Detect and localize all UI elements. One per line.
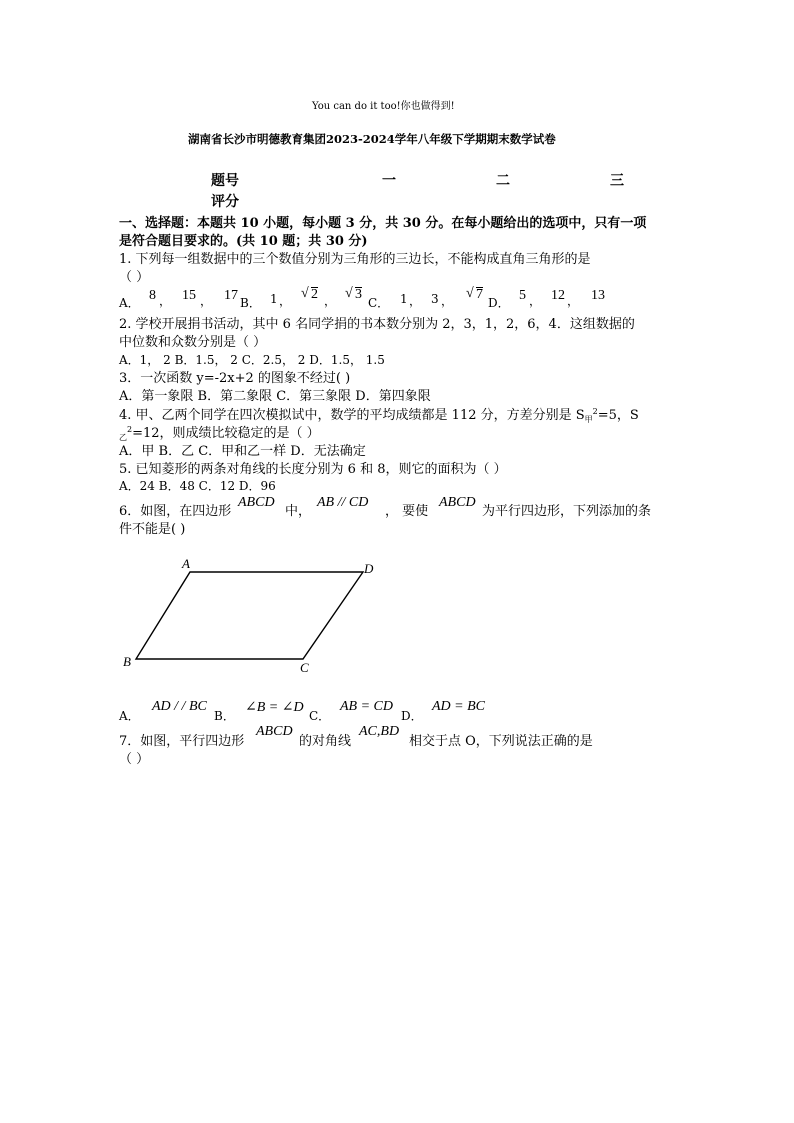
option-a-expr: AD / / BC	[152, 699, 207, 714]
question-3-stem: 3．一次函数 y=-2x+2 的图象不经过( )	[119, 371, 351, 386]
question-7-blank: （ ）	[119, 752, 150, 767]
question-3-options: A．第一象限 B．第二象限 C．第三象限 D．第四象限	[119, 389, 431, 404]
option-d-value-3: 13	[591, 288, 605, 303]
option-a-value-1: 8	[149, 288, 156, 303]
question-1-stem: 1. 下列每一组数据中的三个数值分别为三角形的三边长，不能构成直角三角形的是	[119, 252, 591, 267]
parallelogram-shape	[136, 572, 363, 659]
score-table-col-2: 二	[496, 173, 510, 189]
option-c-radicand: 7	[476, 287, 483, 302]
vertex-label-b: B	[123, 654, 131, 669]
score-table-col-3: 三	[610, 173, 624, 189]
question-5-stem: 5. 已知菱形的两条对角线的长度分别为 6 和 8，则它的面积为（ ）	[119, 462, 507, 477]
question-6-line-1: 6．如图，在四边形 ABCD 中， AB // CD ， 要使 ABCD 为平行四边形，下列添加的条	[119, 495, 652, 519]
question-1-blank: （ ）	[119, 270, 150, 285]
option-c-value-2: 3	[431, 292, 439, 306]
parallelogram-figure	[118, 553, 380, 679]
question-4-line-2: $_乙^2$=12，则成绩比较稳定的是（ ）	[119, 425, 320, 442]
question-5-options: A．24 B．48 C．12 D．96	[119, 479, 276, 493]
header-slogan: You can do it too!你也做得到!	[312, 101, 455, 112]
sqrt-icon: √	[345, 286, 353, 301]
option-a-value-2: 15	[182, 288, 196, 303]
math-ab-parallel-cd: AB // CD	[317, 495, 369, 510]
section-heading-cont: 是符合题目要求的。(共 10 题；共 30 分)	[119, 234, 368, 249]
math-ac-bd: AC,BD	[359, 724, 400, 739]
page-title: 湖南省长沙市明德教育集团2023-2024学年八年级下学期期末数学试卷	[188, 132, 556, 146]
question-2-line-2: 中位数和众数分别是（ ）	[119, 335, 267, 350]
option-c-expr: AB = CD	[340, 699, 393, 714]
option-c-label: C．	[309, 709, 331, 723]
score-table-col-1: 一	[382, 173, 396, 189]
math-abcd: ABCD	[439, 495, 476, 510]
vertex-label-a: A	[182, 556, 190, 571]
option-b-radicand-2: 3	[355, 287, 362, 302]
score-table-score-label: 评分	[211, 194, 239, 210]
option-a-label: A．	[119, 709, 140, 723]
question-4-line-1: 4. 甲、乙两个同学在四次模拟试中，数学的平均成绩都是 112 分，方差分别是 $S_甲^2=5$，S	[119, 407, 639, 424]
vertex-label-d: D	[364, 561, 374, 576]
option-d-value-1: 5	[519, 288, 526, 303]
option-a-value-3: 17	[224, 288, 238, 303]
option-d-expr: AD = BC	[432, 699, 485, 714]
sqrt-icon: √	[301, 286, 309, 301]
option-d-label: D．	[401, 709, 423, 723]
option-b-value-1: 1	[270, 292, 278, 306]
option-b-label: B．	[214, 709, 235, 723]
question-6-options	[119, 697, 539, 721]
vertex-label-c: C	[300, 660, 309, 675]
option-b-expr: ∠B = ∠D	[245, 700, 304, 715]
option-c-value-1: 1	[400, 292, 408, 306]
option-b-label: B．	[240, 296, 261, 310]
section-heading: 一、选择题：本题共 10 小题，每小题 3 分，共 30 分。在每小题给出的选项中，只有一项	[119, 216, 647, 231]
question-7-line-1: 7．如图，平行四边形 ABCD 的对角线 AC,BD 相交于点 O，下列说法正确的是	[119, 724, 593, 749]
option-b-radicand-1: 2	[311, 287, 318, 302]
option-a-label: A．	[119, 296, 140, 310]
score-table-header-label: 题号	[211, 173, 239, 189]
math-abcd: ABCD	[256, 724, 293, 739]
question-2-line-1: 2. 学校开展捐书活动，其中 6 名同学捐的书本数分别为 2，3，1，2，6，4．这组数据的	[119, 317, 635, 332]
sqrt-icon: √	[466, 286, 474, 301]
option-d-value-2: 12	[551, 288, 565, 303]
question-6-line-2: 件不能是( )	[119, 522, 186, 537]
option-c-label: C．	[368, 296, 390, 310]
math-abcd: ABCD	[238, 495, 275, 510]
question-4-options: A．甲 B．乙 C．甲和乙一样 D．无法确定	[119, 444, 366, 459]
question-2-options: A．1， 2 B．1.5， 2 C．2.5， 2 D．1.5， 1.5	[119, 353, 385, 367]
option-d-label: D．	[488, 296, 510, 310]
